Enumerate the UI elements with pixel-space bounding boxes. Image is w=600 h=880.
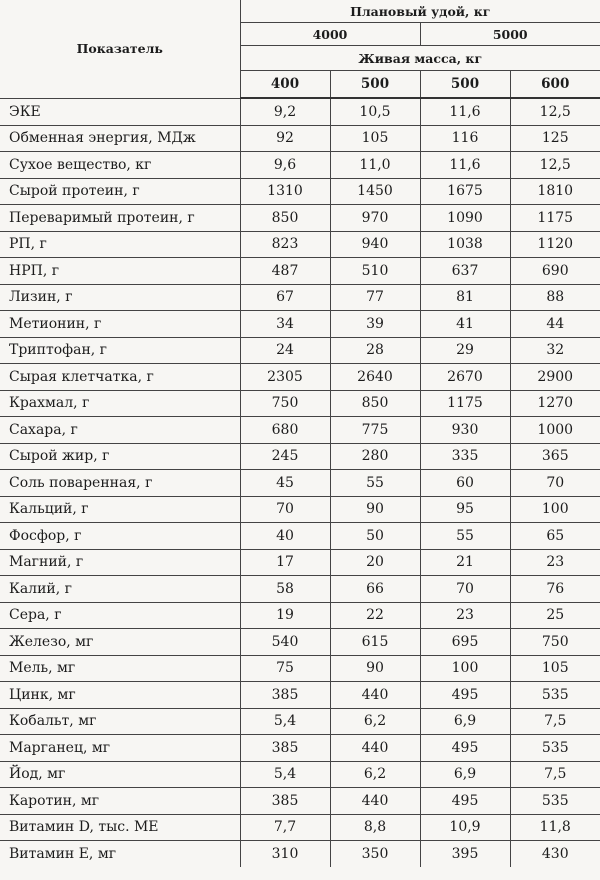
value-cell: 19 bbox=[240, 602, 330, 629]
value-cell: 495 bbox=[420, 788, 510, 815]
value-cell: 77 bbox=[330, 284, 420, 311]
value-cell: 17 bbox=[240, 549, 330, 576]
row-label: Триптофан, г bbox=[0, 337, 240, 364]
value-cell: 70 bbox=[420, 576, 510, 603]
value-cell: 535 bbox=[510, 735, 600, 762]
value-cell: 45 bbox=[240, 470, 330, 497]
table-row bbox=[0, 470, 600, 497]
table-row bbox=[0, 629, 600, 656]
table-row bbox=[0, 708, 600, 735]
value-cell: 310 bbox=[240, 841, 330, 867]
value-cell: 637 bbox=[420, 258, 510, 285]
value-cell: 385 bbox=[240, 735, 330, 762]
row-label: РП, г bbox=[0, 231, 240, 258]
value-cell: 1120 bbox=[510, 231, 600, 258]
row-label: Сухое вещество, кг bbox=[0, 152, 240, 179]
table-row bbox=[0, 841, 600, 867]
table-row bbox=[0, 814, 600, 841]
value-cell: 510 bbox=[330, 258, 420, 285]
row-label: Витамин D, тыс. МЕ bbox=[0, 814, 240, 841]
value-cell: 750 bbox=[240, 390, 330, 417]
value-cell: 88 bbox=[510, 284, 600, 311]
value-cell: 28 bbox=[330, 337, 420, 364]
value-cell: 50 bbox=[330, 523, 420, 550]
value-cell: 385 bbox=[240, 682, 330, 709]
value-cell: 40 bbox=[240, 523, 330, 550]
value-cell: 2640 bbox=[330, 364, 420, 391]
value-cell: 12,5 bbox=[510, 152, 600, 179]
row-label: Железо, мг bbox=[0, 629, 240, 656]
table-row bbox=[0, 231, 600, 258]
value-cell: 100 bbox=[420, 655, 510, 682]
table-row bbox=[0, 549, 600, 576]
weight-column-header: 500 bbox=[420, 71, 510, 99]
row-label: Цинк, мг bbox=[0, 682, 240, 709]
value-cell: 67 bbox=[240, 284, 330, 311]
table-row bbox=[0, 602, 600, 629]
row-label: Лизин, г bbox=[0, 284, 240, 311]
value-cell: 1270 bbox=[510, 390, 600, 417]
row-label: НРП, г bbox=[0, 258, 240, 285]
value-cell: 970 bbox=[330, 205, 420, 232]
table-row bbox=[0, 178, 600, 205]
row-label: Соль поваренная, г bbox=[0, 470, 240, 497]
value-cell: 7,5 bbox=[510, 708, 600, 735]
yield-group-header: 4000 bbox=[240, 23, 420, 46]
value-cell: 22 bbox=[330, 602, 420, 629]
value-cell: 6,9 bbox=[420, 708, 510, 735]
row-label: Сырой протеин, г bbox=[0, 178, 240, 205]
table-row bbox=[0, 576, 600, 603]
value-cell: 6,2 bbox=[330, 761, 420, 788]
value-cell: 9,2 bbox=[240, 98, 330, 125]
table-row bbox=[0, 258, 600, 285]
row-label: Метионин, г bbox=[0, 311, 240, 338]
table-row bbox=[0, 390, 600, 417]
value-cell: 1810 bbox=[510, 178, 600, 205]
value-cell: 25 bbox=[510, 602, 600, 629]
value-cell: 10,9 bbox=[420, 814, 510, 841]
value-cell: 75 bbox=[240, 655, 330, 682]
value-cell: 23 bbox=[510, 549, 600, 576]
value-cell: 125 bbox=[510, 125, 600, 152]
value-cell: 750 bbox=[510, 629, 600, 656]
value-cell: 2900 bbox=[510, 364, 600, 391]
value-cell: 92 bbox=[240, 125, 330, 152]
value-cell: 615 bbox=[330, 629, 420, 656]
row-label: Кальций, г bbox=[0, 496, 240, 523]
value-cell: 11,0 bbox=[330, 152, 420, 179]
live-weight-header: Живая масса, кг bbox=[240, 46, 600, 71]
row-label: Сахара, г bbox=[0, 417, 240, 444]
table-row bbox=[0, 125, 600, 152]
value-cell: 245 bbox=[240, 443, 330, 470]
value-cell: 2305 bbox=[240, 364, 330, 391]
value-cell: 105 bbox=[510, 655, 600, 682]
weight-column-header: 600 bbox=[510, 71, 600, 99]
value-cell: 65 bbox=[510, 523, 600, 550]
value-cell: 23 bbox=[420, 602, 510, 629]
value-cell: 20 bbox=[330, 549, 420, 576]
table-row bbox=[0, 788, 600, 815]
value-cell: 29 bbox=[420, 337, 510, 364]
value-cell: 1175 bbox=[420, 390, 510, 417]
value-cell: 9,6 bbox=[240, 152, 330, 179]
weight-column-header: 400 bbox=[240, 71, 330, 99]
row-label: Сырой жир, г bbox=[0, 443, 240, 470]
value-cell: 690 bbox=[510, 258, 600, 285]
value-cell: 11,6 bbox=[420, 98, 510, 125]
value-cell: 21 bbox=[420, 549, 510, 576]
value-cell: 940 bbox=[330, 231, 420, 258]
value-cell: 70 bbox=[510, 470, 600, 497]
value-cell: 695 bbox=[420, 629, 510, 656]
value-cell: 535 bbox=[510, 682, 600, 709]
table-row bbox=[0, 443, 600, 470]
value-cell: 66 bbox=[330, 576, 420, 603]
value-cell: 850 bbox=[240, 205, 330, 232]
value-cell: 5,4 bbox=[240, 708, 330, 735]
value-cell: 430 bbox=[541, 845, 569, 862]
row-label: ЭКЕ bbox=[0, 98, 240, 125]
value-cell: 41 bbox=[420, 311, 510, 338]
row-label: Калий, г bbox=[0, 576, 240, 603]
value-cell: 90 bbox=[330, 655, 420, 682]
table-row bbox=[0, 311, 600, 338]
yield-group-header: 5000 bbox=[420, 23, 600, 46]
table-row bbox=[0, 98, 600, 125]
indicator-header: Показатель bbox=[0, 0, 240, 98]
table-row bbox=[0, 152, 600, 179]
value-cell: 7,7 bbox=[240, 814, 330, 841]
value-cell: 10,5 bbox=[330, 98, 420, 125]
table-row bbox=[0, 205, 600, 232]
value-cell: 365 bbox=[510, 443, 600, 470]
value-cell: 76 bbox=[510, 576, 600, 603]
value-cell: 535 bbox=[510, 788, 600, 815]
value-cell: 2670 bbox=[420, 364, 510, 391]
value-cell: 7,5 bbox=[510, 761, 600, 788]
row-label: Каротин, мг bbox=[0, 788, 240, 815]
value-cell: 1175 bbox=[510, 205, 600, 232]
value-cell: 105 bbox=[330, 125, 420, 152]
value-cell: 116 bbox=[420, 125, 510, 152]
value-cell: 540 bbox=[240, 629, 330, 656]
value-cell: 24 bbox=[240, 337, 330, 364]
value-cell: 8,8 bbox=[330, 814, 420, 841]
value-cell: 70 bbox=[240, 496, 330, 523]
value-cell: 5,4 bbox=[240, 761, 330, 788]
value-cell: 58 bbox=[240, 576, 330, 603]
value-cell: 487 bbox=[240, 258, 330, 285]
table-row bbox=[0, 682, 600, 709]
value-cell: 440 bbox=[330, 735, 420, 762]
planned-yield-header: Плановый удой, кг bbox=[240, 0, 600, 23]
value-cell: 6,2 bbox=[330, 708, 420, 735]
row-label: Кобальт, мг bbox=[0, 708, 240, 735]
row-label: Марганец, мг bbox=[0, 735, 240, 762]
value-cell: 335 bbox=[420, 443, 510, 470]
value-cell: 81 bbox=[420, 284, 510, 311]
value-cell: 440 bbox=[330, 682, 420, 709]
value-cell: 350 bbox=[330, 841, 420, 867]
table-body bbox=[0, 98, 600, 867]
value-cell: 823 bbox=[240, 231, 330, 258]
value-cell: 385 bbox=[240, 788, 330, 815]
value-cell: 95 bbox=[420, 496, 510, 523]
row-label: Сера, г bbox=[0, 602, 240, 629]
table-row bbox=[0, 337, 600, 364]
value-cell: 55 bbox=[330, 470, 420, 497]
table-row bbox=[0, 364, 600, 391]
value-cell: 495 bbox=[420, 682, 510, 709]
value-cell: 1038 bbox=[420, 231, 510, 258]
value-cell: 34 bbox=[240, 311, 330, 338]
value-cell: 6,9 bbox=[420, 761, 510, 788]
value-cell: 1450 bbox=[330, 178, 420, 205]
value-cell: 12,5 bbox=[510, 98, 600, 125]
value-cell: 60 bbox=[420, 470, 510, 497]
value-cell: 100 bbox=[510, 496, 600, 523]
row-label: Обменная энергия, МДж bbox=[0, 125, 240, 152]
value-cell: 1675 bbox=[420, 178, 510, 205]
value-cell: 1090 bbox=[420, 205, 510, 232]
row-label: Витамин E, мг bbox=[0, 841, 240, 867]
value-cell: 32 bbox=[510, 337, 600, 364]
value-cell: 280 bbox=[330, 443, 420, 470]
value-cell: 11,8 bbox=[510, 814, 600, 841]
row-label: Фосфор, г bbox=[0, 523, 240, 550]
value-cell: 90 bbox=[330, 496, 420, 523]
table-row bbox=[0, 523, 600, 550]
weight-column-header: 500 bbox=[330, 71, 420, 99]
row-label: Магний, г bbox=[0, 549, 240, 576]
value-cell: 1310 bbox=[240, 178, 330, 205]
value-cell: 495 bbox=[420, 735, 510, 762]
value-cell: 775 bbox=[330, 417, 420, 444]
value-cell: 440 bbox=[330, 788, 420, 815]
table-row bbox=[0, 496, 600, 523]
table-row bbox=[0, 735, 600, 762]
value-cell: 680 bbox=[240, 417, 330, 444]
value-cell: 395 bbox=[420, 841, 510, 867]
row-label: Крахмал, г bbox=[0, 390, 240, 417]
row-label: Сырая клетчатка, г bbox=[0, 364, 240, 391]
table-row bbox=[0, 761, 600, 788]
row-label: Переваримый протеин, г bbox=[0, 205, 240, 232]
row-label: Йод, мг bbox=[0, 761, 240, 788]
value-cell: 39 bbox=[330, 311, 420, 338]
value-cell: 55 bbox=[420, 523, 510, 550]
row-label: Мель, мг bbox=[0, 655, 240, 682]
table-header bbox=[0, 0, 600, 98]
value-cell: 1000 bbox=[510, 417, 600, 444]
table-row bbox=[0, 417, 600, 444]
value-cell: 930 bbox=[420, 417, 510, 444]
table-row bbox=[0, 284, 600, 311]
value-cell: 11,6 bbox=[420, 152, 510, 179]
value-cell: 44 bbox=[510, 311, 600, 338]
table-row bbox=[0, 655, 600, 682]
value-cell: 850 bbox=[330, 390, 420, 417]
